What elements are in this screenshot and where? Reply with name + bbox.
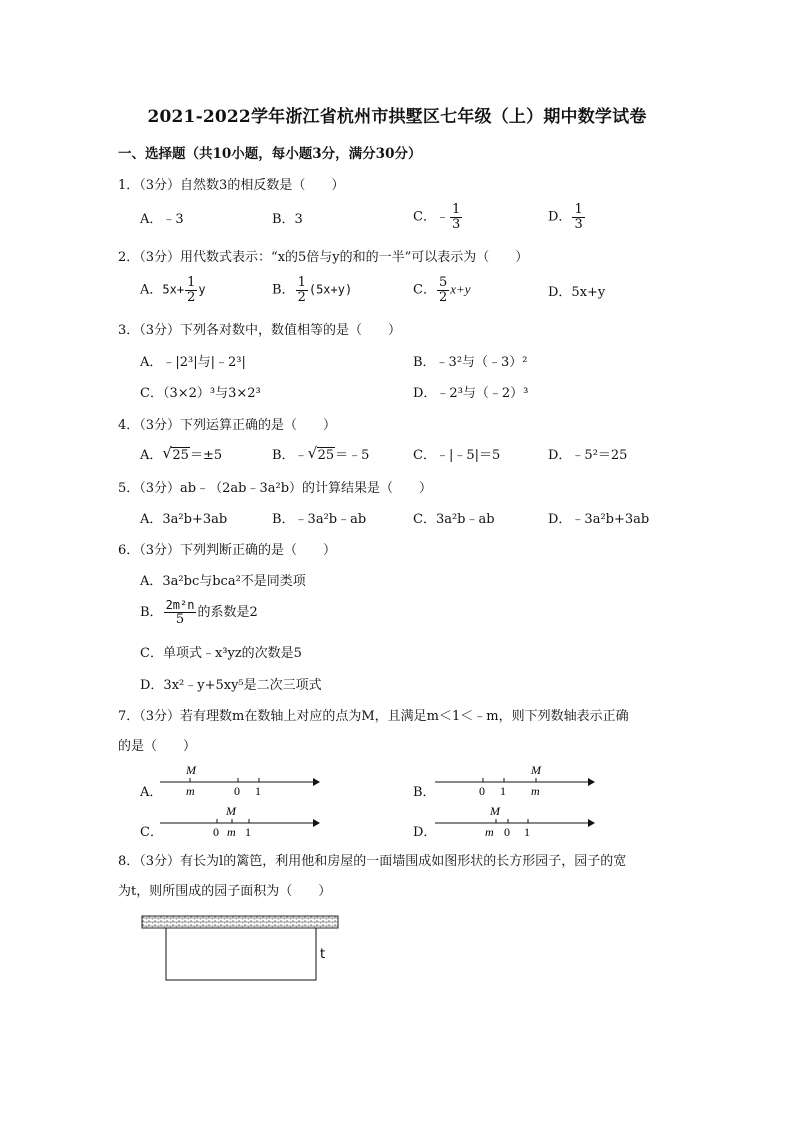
q6-option-a[interactable]: A．3a²bc与bca²不是同类项 bbox=[140, 574, 306, 589]
zero-label: 0 bbox=[234, 784, 240, 798]
section-heading: 一、选择题（共10小题，每小题3分，满分30分） bbox=[118, 146, 422, 162]
m-label: m bbox=[531, 784, 540, 798]
q7-option-a-label[interactable]: A． bbox=[140, 785, 163, 800]
question-7-stem-line1: 7．（3分）若有理数m在数轴上对应的点为M，且满足m＜1＜﹣m，则下列数轴表示正确 bbox=[118, 709, 629, 724]
width-label-t: t bbox=[320, 947, 326, 962]
q7-option-b-label[interactable]: B． bbox=[413, 785, 436, 800]
question-5-stem: 5．（3分）ab﹣（2ab﹣3a²b）的计算结果是（ ） bbox=[118, 481, 433, 496]
q6-option-d[interactable]: D．3x²﹣y+5xy⁵是二次三项式 bbox=[140, 678, 322, 693]
q8-garden-diagram bbox=[140, 912, 350, 987]
question-3-stem: 3．（3分）下列各对数中，数值相等的是（ ） bbox=[118, 323, 402, 338]
q2-option-d[interactable]: D．5x+y bbox=[548, 285, 606, 300]
q4-option-d[interactable]: D．﹣5²＝25 bbox=[548, 448, 628, 463]
q1-option-a[interactable]: A．﹣3 bbox=[140, 212, 184, 227]
question-4-stem: 4．（3分）下列运算正确的是（ ） bbox=[118, 418, 337, 433]
question-2-stem: 2．（3分）用代数式表示：“x的5倍与y的和的一半”可以表示为（ ） bbox=[118, 250, 529, 265]
q5-option-d[interactable]: D．﹣3a²b+3ab bbox=[548, 512, 650, 527]
q6-option-c[interactable]: C．单项式﹣x³yz的次数是5 bbox=[140, 646, 302, 661]
one-label: 1 bbox=[245, 825, 251, 839]
one-label: 1 bbox=[255, 784, 261, 798]
q7-number-line-c bbox=[160, 803, 320, 843]
point-m-label: M bbox=[226, 804, 236, 818]
q3-option-b[interactable]: B．﹣3²与（﹣3）² bbox=[413, 355, 528, 370]
q7-option-d-label[interactable]: D． bbox=[413, 825, 437, 840]
question-6-stem: 6．（3分）下列判断正确的是（ ） bbox=[118, 543, 337, 558]
q7-number-line-b bbox=[435, 762, 595, 802]
zero-label: 0 bbox=[213, 825, 219, 839]
q5-option-c[interactable]: C．3a²b﹣ab bbox=[413, 512, 495, 527]
question-8-stem-line2: 为t，则所围成的园子面积为（ ） bbox=[118, 884, 332, 899]
q2-option-c[interactable]: C． $\frac{5}{2}$ x+y bbox=[413, 275, 471, 305]
q6-option-b[interactable]: B． $\frac{\text{2m²n}}{5}$ 的系数是2 bbox=[140, 598, 258, 627]
q7-number-line-d bbox=[435, 803, 595, 843]
m-label: m bbox=[227, 825, 236, 839]
q5-option-b[interactable]: B．﹣3a²b﹣ab bbox=[272, 512, 367, 527]
one-label: 1 bbox=[524, 825, 530, 839]
m-label: m bbox=[186, 784, 195, 798]
point-m-label: M bbox=[490, 804, 500, 818]
point-m-label: M bbox=[531, 763, 541, 777]
q2-option-a[interactable]: A．5x+ $\frac{1}{2}$ y bbox=[140, 275, 206, 305]
one-label: 1 bbox=[500, 784, 506, 798]
q2-option-b[interactable]: B． $\frac{1}{2}$ (5x+y) bbox=[272, 275, 353, 305]
zero-label: 0 bbox=[479, 784, 485, 798]
q4-option-b[interactable]: B．﹣ √ 25＝﹣5 bbox=[272, 444, 370, 463]
fence-rectangle bbox=[166, 928, 316, 980]
q1-option-b[interactable]: B．3 bbox=[272, 212, 303, 227]
q3-option-d[interactable]: D．﹣2³与（﹣2）³ bbox=[413, 386, 529, 401]
question-7-stem-line2: 的是（ ） bbox=[118, 739, 197, 754]
q1-option-d[interactable]: D． $\frac{1}{3}$ bbox=[548, 202, 583, 232]
house-wall bbox=[142, 916, 338, 928]
question-8-stem-line1: 8．（3分）有长为l的篱笆，利用他和房屋的一面墙围成如图形状的长方形园子，园子的宽 bbox=[118, 854, 627, 869]
q3-option-c[interactable]: C．（3×2）³与3×2³ bbox=[140, 386, 261, 401]
q3-option-a[interactable]: A．﹣|2³|与|﹣2³| bbox=[140, 355, 246, 370]
question-1-stem: 1．（3分）自然数3的相反数是（ ） bbox=[118, 178, 345, 193]
q1-option-c[interactable]: C．﹣ $\frac{1}{3}$ bbox=[413, 202, 461, 232]
q7-number-line-a bbox=[160, 762, 320, 802]
m-label: m bbox=[485, 825, 494, 839]
zero-label: 0 bbox=[504, 825, 510, 839]
q7-option-c-label[interactable]: C． bbox=[140, 825, 163, 840]
q5-option-a[interactable]: A．3a²b+3ab bbox=[140, 512, 228, 527]
q4-option-c[interactable]: C．﹣|﹣5|＝5 bbox=[413, 448, 501, 463]
point-m-label: M bbox=[186, 763, 196, 777]
page-title: 2021-2022学年浙江省杭州市拱墅区七年级（上）期中数学试卷 bbox=[147, 107, 647, 127]
q4-option-a[interactable]: A． √ 25＝±5 bbox=[140, 444, 223, 463]
